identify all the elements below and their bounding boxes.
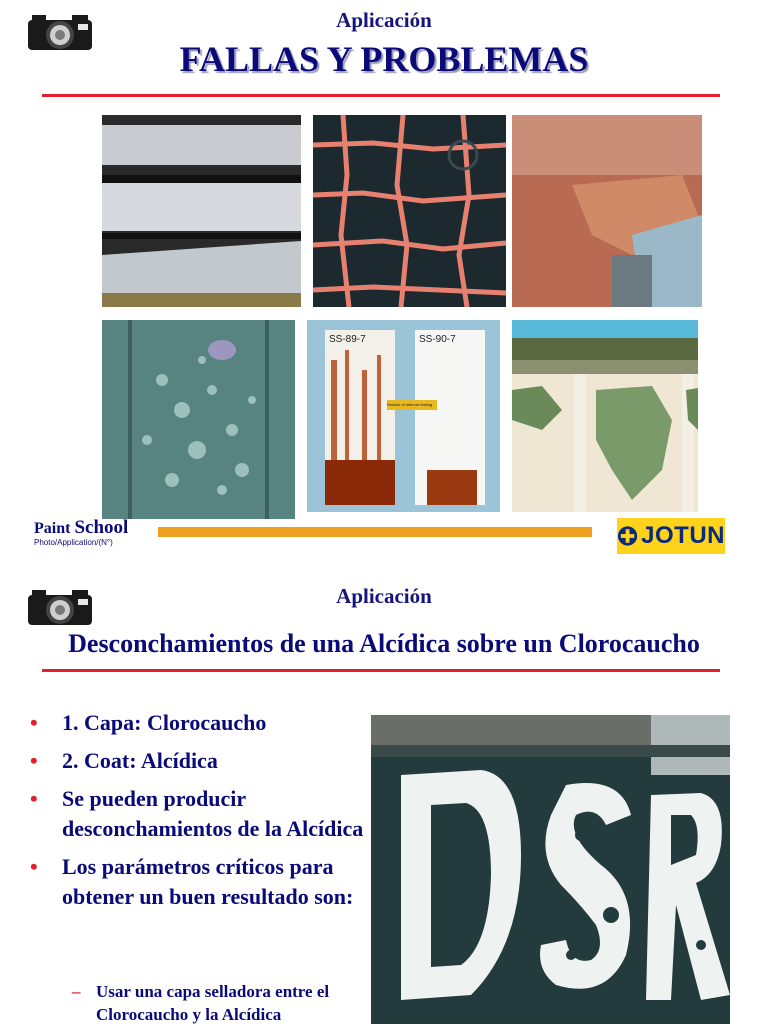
photo-test-panels [307,320,500,512]
brand-paint-label: Paint [34,520,75,537]
slide2-title-rule [42,669,720,672]
slide2-title: Desconchamientos de una Alcídica sobre un Clorocaucho [68,629,700,658]
photo-peeling-coating [512,115,702,307]
bullet-item [30,852,375,912]
brand-school-label: School [74,517,129,538]
jotun-logo [617,518,725,554]
bullet-dot: • [30,710,38,735]
bullet-dot: • [30,786,38,811]
slide1-title: FALLAS Y PROBLEMAS [179,39,589,79]
jotun-emblem-icon [617,525,638,547]
bullet-text: 1. Capa: Clorocaucho [62,710,267,735]
sub-bullet-text: Usar una capa selladora entre el Clorocaucho y la Alcídica [96,982,330,1024]
bullet-item [30,784,375,844]
slide1-title-rule [42,94,720,97]
sub-bullet-dash: – [72,982,81,1001]
sub-bullet [72,980,377,1026]
bullet-item [30,746,375,776]
photo-flaking-columns [512,320,698,512]
bullet-dot: • [30,748,38,773]
panel-note: Results of intercar testing [387,402,433,407]
footer-path: Photo/Application/(N°) [34,538,113,547]
photo-ship-hull-dsr [371,715,730,1024]
bullet-text: 2. Coat: Alcídica [62,748,218,773]
slide2-subtitle: Aplicación [336,584,432,608]
footer-orange-bar [158,527,592,537]
paint-school-brand [34,517,128,539]
panel-label-left: SS-89-7 [329,334,366,345]
photo-blistered-surface [102,320,295,519]
bullet-dot: • [30,854,38,879]
bullet-text: Se pueden producir desconchamientos de la Alcídica [62,786,364,841]
bullet-item [30,708,375,738]
photo-crackled-paint [313,115,506,307]
slide1-subtitle: Aplicación [336,8,432,32]
bullet-text: Los parámetros críticos para obtener un buen resultado son: [62,854,354,909]
jotun-logo-text: JOTUN [641,522,725,549]
panel-label-right: SS-90-7 [419,334,456,345]
bullet-list [30,708,375,920]
photo-cracked-pipes [102,115,301,307]
